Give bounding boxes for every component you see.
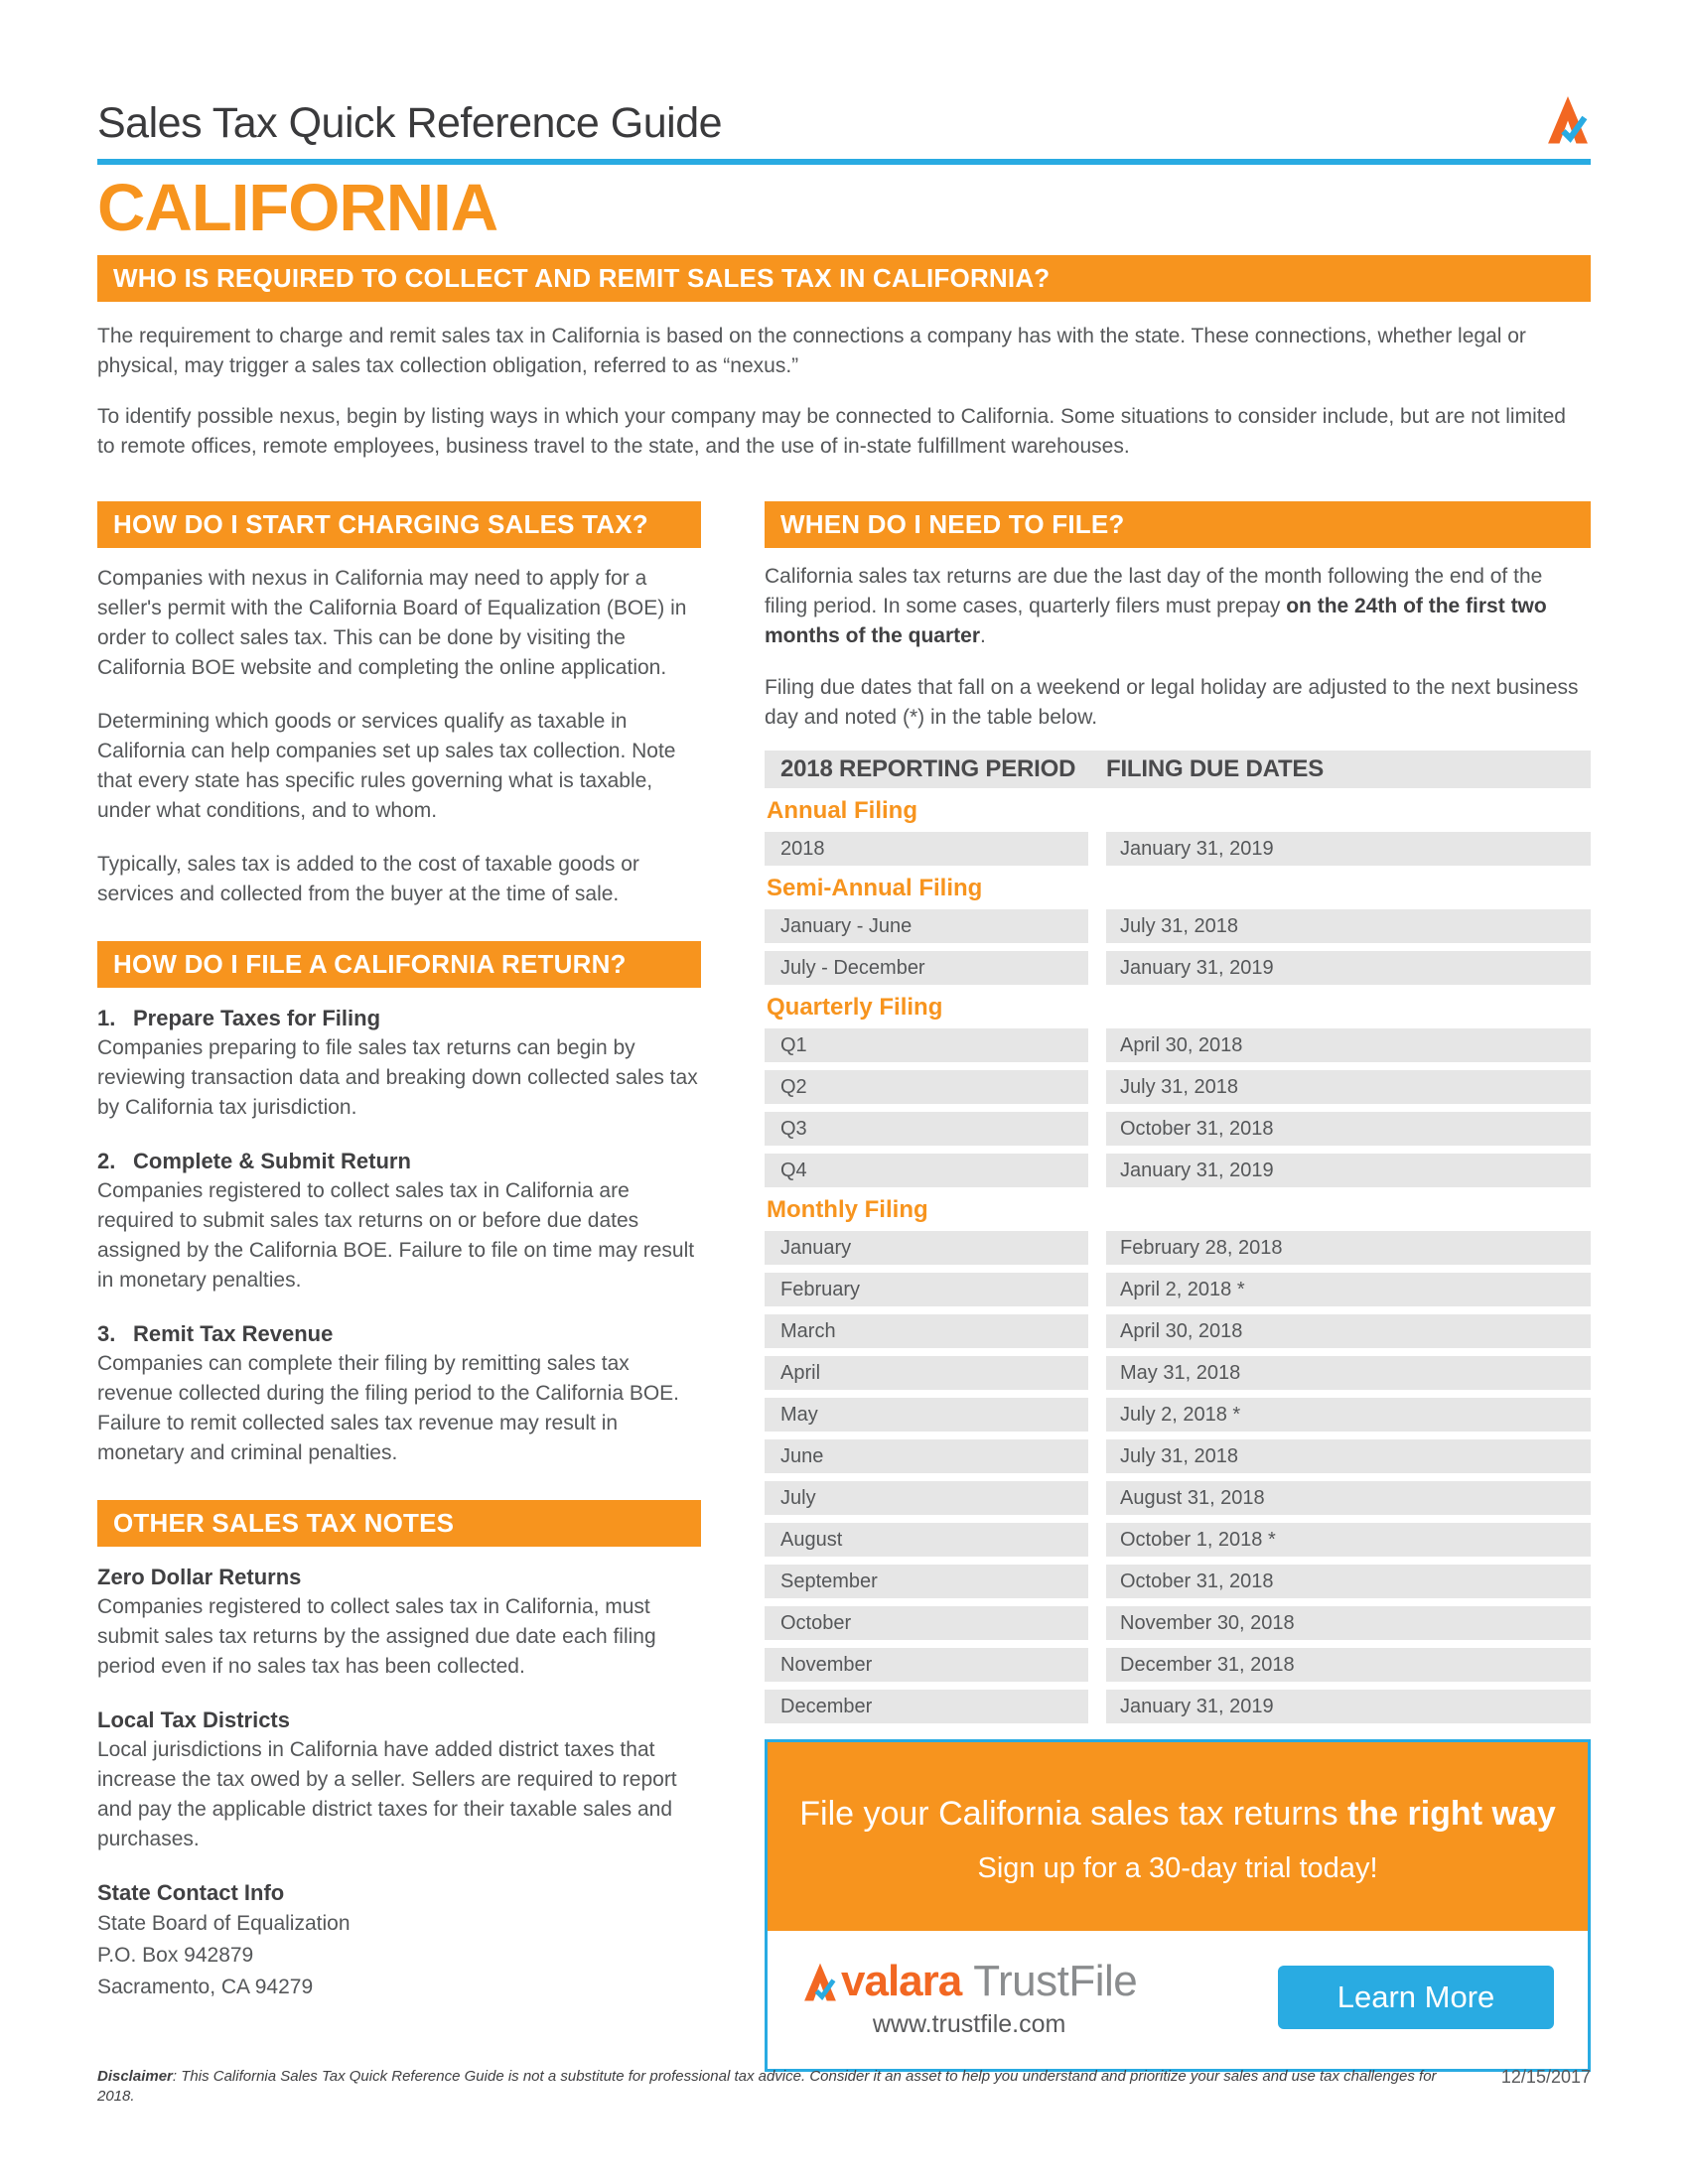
table-group-title: Quarterly Filing (767, 994, 943, 1021)
table-row (765, 951, 1591, 985)
due-date-cell: October 1, 2018 * (1106, 1523, 1591, 1557)
intro-paragraph-2: To identify possible nexus, begin by listing ways in which your company may be connected to California. Some situations to consider include, but are not limited to remote offices, remote employees, business travel to the state, and the use of in-state fulfillment warehouses. (97, 405, 1566, 458)
note-text: Local jurisdictions in California have added district taxes that increase the tax owed by a seller. Sellers are required to report and pay the applicable district taxes for their taxable sales and purchases. (97, 1738, 677, 1850)
due-date-cell: May 31, 2018 (1106, 1356, 1591, 1390)
reporting-period-cell: July - December (765, 951, 1088, 985)
reporting-period-cell: Q2 (765, 1070, 1088, 1104)
due-date-cell: January 31, 2019 (1106, 951, 1591, 985)
reporting-period-cell: August (765, 1523, 1088, 1557)
charging-banner: HOW DO I START CHARGING SALES TAX? (97, 501, 701, 548)
table-row (765, 1481, 1591, 1515)
step-text: Companies registered to collect sales tax in California are required to submit sales tax returns on or before due dates assigned by the California BOE. Failure to file on time may result in monetary penalties. (97, 1179, 695, 1292)
table-row (765, 1690, 1591, 1723)
step-number: 2. (97, 1149, 116, 1173)
due-date-cell: November 30, 2018 (1106, 1606, 1591, 1640)
table-row (765, 1523, 1591, 1557)
table-row (765, 1028, 1591, 1062)
reporting-period-cell: April (765, 1356, 1088, 1390)
trustfile-ad (765, 1739, 1591, 2072)
table-header-due-dates: FILING DUE DATES (1106, 755, 1325, 782)
table-row (765, 1565, 1591, 1598)
step-text: Companies preparing to file sales tax returns can begin by reviewing transaction data and breaking down collected sales tax by California tax jurisdiction. (97, 1036, 698, 1119)
reporting-period-cell: January (765, 1231, 1088, 1265)
reporting-period-cell: Q4 (765, 1154, 1088, 1187)
note-zero-dollar (97, 1563, 701, 1682)
charging-paragraph-2: Determining which goods or services qualify as taxable in California can help companies set up sales tax collection. Note that every state has specific rules governing what is taxable, under what conditions, and to whom. (97, 710, 676, 822)
ad-subline: Sign up for a 30-day trial today! (977, 1851, 1378, 1884)
step-text: Companies can complete their filing by remitting sales tax revenue collected during the filing period to the California BOE. Failure to remit collected sales tax revenue may result in monetary and criminal penalties. (97, 1352, 680, 1464)
when-paragraph-1-bold: on the 24th of the first two months of the quarter (765, 595, 1547, 647)
table-row (765, 1356, 1591, 1390)
reporting-period-cell: November (765, 1648, 1088, 1682)
table-row (765, 1314, 1591, 1348)
due-date-cell: July 2, 2018 * (1106, 1398, 1591, 1432)
step-title: Remit Tax Revenue (133, 1321, 334, 1346)
file-return-banner: HOW DO I FILE A CALIFORNIA RETURN? (97, 941, 701, 988)
due-date-cell: April 30, 2018 (1106, 1028, 1591, 1062)
due-date-cell: December 31, 2018 (1106, 1648, 1591, 1682)
table-row (765, 1648, 1591, 1682)
step-title: Prepare Taxes for Filing (133, 1006, 381, 1030)
page-footer (97, 2067, 1591, 2106)
table-row (765, 1606, 1591, 1640)
table-row (765, 832, 1591, 866)
charging-paragraph-1: Companies with nexus in California may need to apply for a seller's permit with the California Board of Equalization (BOE) in order to collect sales tax. This can be done by visiting the California BOE website and completing the online application. (97, 567, 687, 679)
table-row (765, 1439, 1591, 1473)
table-row (765, 1154, 1591, 1187)
table-header-reporting-period: 2018 REPORTING PERIOD (780, 755, 1076, 782)
reporting-period-cell: January - June (765, 909, 1088, 943)
filing-step (97, 1147, 701, 1296)
table-row (765, 909, 1591, 943)
reporting-period-cell: 2018 (765, 832, 1088, 866)
trustfile-wordmark: TrustFile (973, 1956, 1138, 2005)
charging-paragraph-3: Typically, sales tax is added to the cost of taxable goods or services and collected from the buyer at the time of sale. (97, 853, 639, 905)
reporting-period-cell: Q1 (765, 1028, 1088, 1062)
note-title: Zero Dollar Returns (97, 1565, 302, 1589)
due-date-cell: January 31, 2019 (1106, 1154, 1591, 1187)
reporting-period-cell: July (765, 1481, 1088, 1515)
note-state-contact (97, 1878, 701, 2003)
due-date-cell: October 31, 2018 (1106, 1112, 1591, 1146)
due-date-cell: July 31, 2018 (1106, 909, 1591, 943)
avalara-mark-icon (801, 1960, 839, 2003)
avalara-wordmark: valara (841, 1956, 962, 2005)
table-row (765, 1070, 1591, 1104)
ad-white-panel (768, 1931, 1588, 2069)
note-title: Local Tax Districts (97, 1707, 290, 1732)
when-paragraph-1: California sales tax returns are due the last day of the month following the end of the filing period. In some cases, quarterly filers must prepay on the 24th of the first two months of the quarter. (765, 565, 1547, 647)
header-divider (97, 159, 1591, 165)
table-header (765, 751, 1591, 788)
filing-step (97, 1319, 701, 1468)
step-title: Complete & Submit Return (133, 1149, 411, 1173)
right-column (765, 501, 1591, 2072)
document-date: 12/15/2017 (1500, 2067, 1591, 2087)
due-date-cell: July 31, 2018 (1106, 1070, 1591, 1104)
table-row (765, 1231, 1591, 1265)
reporting-period-cell: June (765, 1439, 1088, 1473)
state-title: CALIFORNIA (97, 171, 498, 245)
table-row (765, 1273, 1591, 1306)
note-title: State Contact Info (97, 1880, 285, 1905)
due-date-cell: August 31, 2018 (1106, 1481, 1591, 1515)
note-text: Companies registered to collect sales tax in California, must submit sales tax returns by the assigned due date each filing period even if no sales tax has been collected. (97, 1595, 656, 1678)
page-header (97, 0, 1591, 147)
step-number: 3. (97, 1321, 116, 1346)
trustfile-logo (801, 1957, 1137, 2006)
filing-table-groups (765, 797, 1591, 1723)
reporting-period-cell: December (765, 1690, 1088, 1723)
due-date-cell: October 31, 2018 (1106, 1565, 1591, 1598)
learn-more-button[interactable]: Learn More (1278, 1966, 1554, 2029)
note-local-districts (97, 1706, 701, 1854)
due-date-cell: April 30, 2018 (1106, 1314, 1591, 1348)
table-group-title: Semi-Annual Filing (767, 875, 983, 901)
table-row (765, 1398, 1591, 1432)
when-paragraph-2: Filing due dates that fall on a weekend or legal holiday are adjusted to the next business day and noted (*) in the table below. (765, 676, 1579, 729)
ad-headline-bold: the right way (1347, 1795, 1556, 1833)
filing-step (97, 1004, 701, 1123)
step-number: 1. (97, 1006, 116, 1030)
contact-line: Sacramento, CA 94279 (97, 1976, 314, 1998)
trustfile-brand-block (801, 1957, 1137, 2039)
disclaimer-label: Disclaimer (97, 2068, 173, 2085)
reporting-period-cell: February (765, 1273, 1088, 1306)
due-date-cell: February 28, 2018 (1106, 1231, 1591, 1265)
intro-banner: WHO IS REQUIRED TO COLLECT AND REMIT SALES TAX IN CALIFORNIA? (97, 255, 1591, 302)
intro-paragraph-1: The requirement to charge and remit sales tax in California is based on the connections a company has with the state. These connections, whether legal or physical, may trigger a sales tax collection obligation, referred to as “nexus.” (97, 325, 1526, 377)
reporting-period-cell: May (765, 1398, 1088, 1432)
reporting-period-cell: Q3 (765, 1112, 1088, 1146)
disclaimer-text: Disclaimer: This California Sales Tax Quick Reference Guide is not a substitute for professional tax advice. Consider it an asset to help you understand and prioritize your sales and use tax challenges for 2018. (97, 2068, 1437, 2105)
due-date-cell: January 31, 2019 (1106, 832, 1591, 866)
table-group-title: Annual Filing (767, 797, 917, 824)
trustfile-url-link[interactable]: www.trustfile.com (872, 2009, 1066, 2038)
contact-line: State Board of Equalization (97, 1912, 351, 1935)
reporting-period-cell: September (765, 1565, 1088, 1598)
document-title: Sales Tax Quick Reference Guide (97, 98, 723, 147)
avalara-logo-icon (1545, 91, 1591, 147)
due-date-cell: April 2, 2018 * (1106, 1273, 1591, 1306)
reporting-period-cell: October (765, 1606, 1088, 1640)
left-column (97, 501, 701, 2025)
ad-orange-panel (768, 1742, 1588, 1931)
table-group-title: Monthly Filing (767, 1196, 928, 1223)
due-date-cell: July 31, 2018 (1106, 1439, 1591, 1473)
contact-line: P.O. Box 942879 (97, 1944, 254, 1967)
when-to-file-banner: WHEN DO I NEED TO FILE? (765, 501, 1591, 548)
table-row (765, 1112, 1591, 1146)
intro-section (97, 255, 1591, 462)
due-date-cell: January 31, 2019 (1106, 1690, 1591, 1723)
other-notes-banner: OTHER SALES TAX NOTES (97, 1500, 701, 1547)
reporting-period-cell: March (765, 1314, 1088, 1348)
ad-headline: File your California sales tax returns the right way (799, 1795, 1556, 1833)
